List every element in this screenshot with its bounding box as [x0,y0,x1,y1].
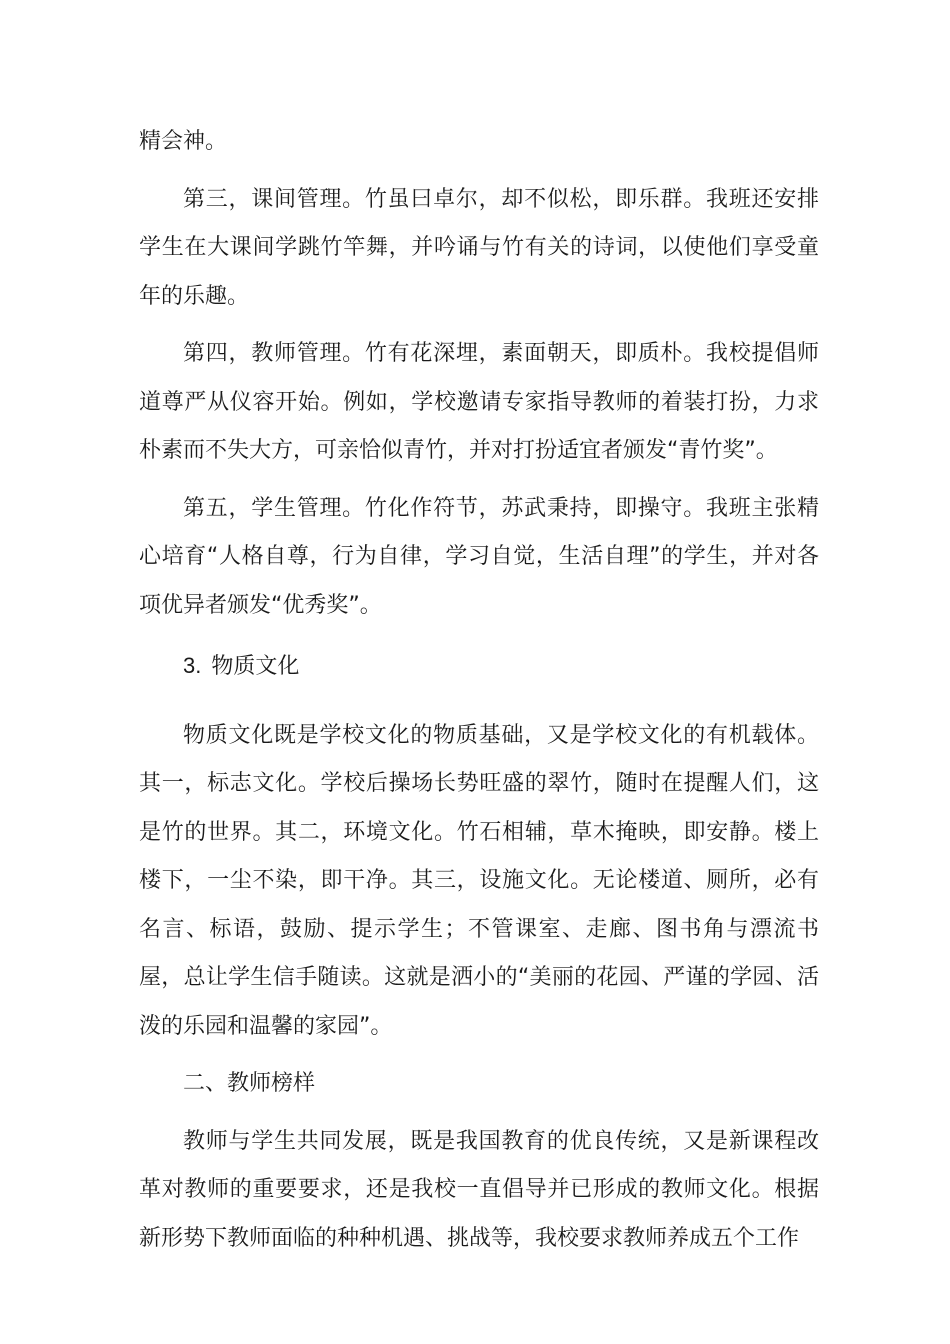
paragraph-material-culture: 物质文化既是学校文化的物质基础，又是学校文化的有机载体。其一，标志文化。学校后操场长势旺盛的翠竹，随时在提醒人们，这是竹的世界。其二，环境文化。竹石相辅，草木掩映，即安静。楼上楼下，一尘不染，即干净。其三，设施文化。无论楼道、厕所，必有名言、标语，鼓励、提示学生；不管课室、走廊、图书角与漂流书屋，总让学生信手随读。这就是洒小的“美丽的花园、严谨的学园、活泼的乐园和温馨的家园”。 [139,722,819,1039]
paragraph-recess-management: 第三，课间管理。竹虽曰卓尔，却不似松，即乐群。我班还安排学生在大课间学跳竹竿舞，并吟诵与竹有关的诗词，以使他们享受童年的乐趣。 [139,186,819,309]
section-heading-material-culture [139,642,819,692]
section-number: 3. [183,653,202,678]
paragraph-teacher-development: 教师与学生共同发展，既是我国教育的优良传统，又是新课程改革对教师的重要要求，还是我校一直倡导并已形成的教师文化。根据新形势下教师面临的种种机遇、挑战等，我校要求教师养成五个工作 [139,1128,819,1251]
document-body [139,118,819,1272]
paragraph-teacher-management: 第四，教师管理。竹有花深埋，素面朝天，即质朴。我校提倡师道尊严从仪容开始。例如，学校邀请专家指导教师的着装打扮，力求朴素而不失大方，可亲恰似青竹，并对打扮适宜者颁发“青竹奖”。 [139,341,819,463]
section-title: 物质文化 [211,654,300,679]
section-heading-teacher-role-model: 二、教师榜样 [183,1071,316,1096]
paragraph-student-management: 第五，学生管理。竹化作符节，苏武秉持，即操守。我班主张精心培育“人格自尊，行为自律，学习自觉，生活自理”的学生，并对各项优异者颁发“优秀奖”。 [139,495,819,618]
paragraph-continuation: 精会神。 [139,129,228,154]
